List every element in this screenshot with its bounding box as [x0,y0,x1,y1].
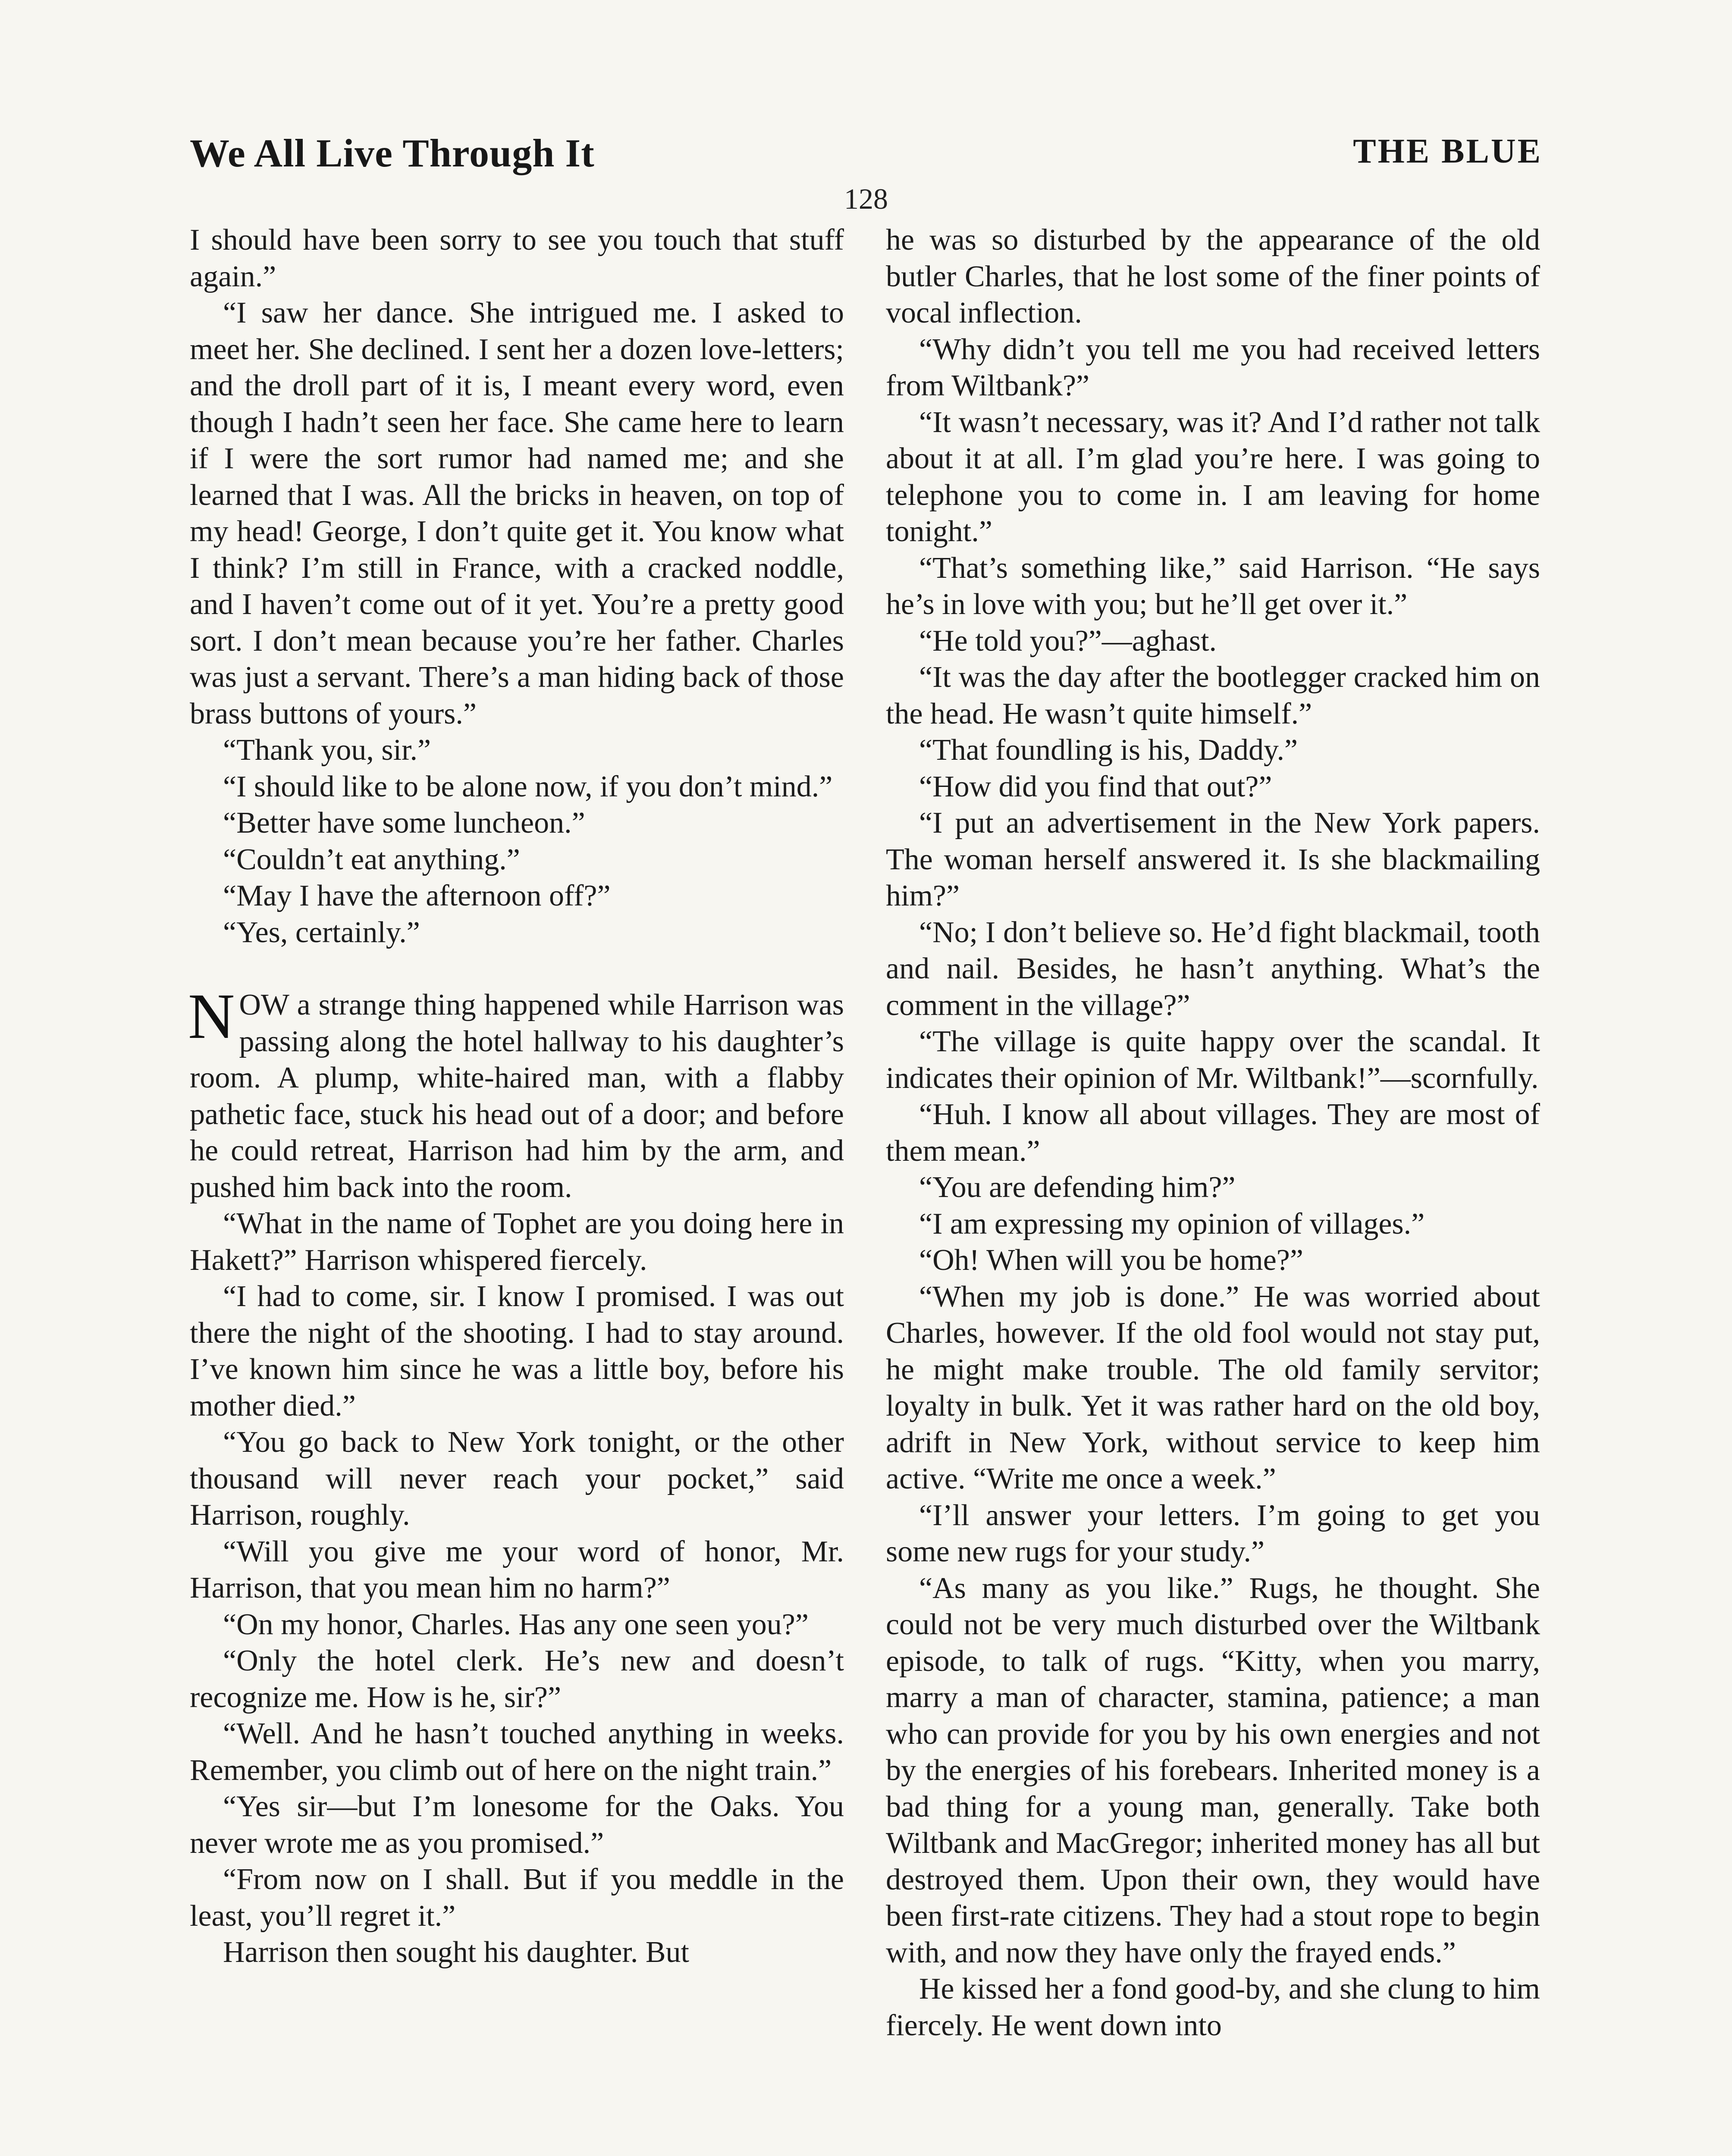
paragraph: “I am expressing my opinion of villages.” [919,1207,1425,1241]
story-title: We All Live Through It [190,131,595,175]
paragraph: “How did you find that out?” [919,770,1272,803]
paragraph: “That foundling is his, Daddy.” [919,733,1298,767]
paragraph: “Will you give me your word of honor, Mr. Harrison, that you mean him no harm?” [190,1535,844,1604]
paragraph: “From now on I shall. But if you meddle in the least, you’ll regret it.” [190,1863,844,1933]
paragraph: Harrison then sought his daughter. But [223,1936,690,1969]
paragraph: “Only the hotel clerk. He’s new and doesn’t recognize me. How is he, sir?” [190,1644,844,1714]
page-number: 128 [844,182,888,215]
paragraph: “Huh. I know all about villages. They are most of them mean.” [886,1098,1540,1168]
paragraph: “I put an advertisement in the New York papers. The woman herself answered it. Is she blackmailing him?” [886,806,1540,912]
paragraph: “When my job is done.” He was worried about Charles, however. If the old fool would not stay put, he might make trouble. The old family servitor; loyalty in bulk. Yet it was rather hard on the old boy, adrift in New York, without service to keep him active. “Write me once a week.” [886,1280,1540,1495]
section-opening-paragraph [188,981,844,1206]
paragraph: “Thank you, sir.” [223,733,431,767]
paragraph: “I’ll answer your letters. I’m going to get you some new rugs for your study.” [886,1498,1540,1568]
right-column [886,222,1540,2044]
paragraph: “You go back to New York tonight, or the other thousand will never reach your pocket,” said Harrison, roughly. [190,1426,844,1532]
paragraph: “It was the day after the bootlegger cracked him on the head. He wasn’t quite himself.” [886,661,1540,730]
paragraph: “The village is quite happy over the scandal. It indicates their opinion of Mr. Wiltbank!”—scornfully. [886,1025,1540,1095]
left-column [190,222,844,1971]
paragraph: I should have been sorry to see you touch that stuff again.” [190,223,844,293]
paragraph: “Yes, certainly.” [223,915,420,949]
paragraph: “You are defending him?” [919,1171,1236,1204]
paragraph: “May I have the afternoon off?” [223,879,611,912]
paragraph: He kissed her a fond good-by, and she clung to him fiercely. He went down into [886,1972,1540,2042]
drop-cap: N [188,981,235,1052]
paragraph: “Oh! When will you be home?” [919,1244,1303,1277]
paragraph: “As many as you like.” Rugs, he thought. She could not be very much disturbed over the Wiltbank episode, to talk of rugs. “Kitty, when you marry, marry a man of character, stamina, patience; a man who can provide for you by his own energies and not by the energies of his forebears. Inherited money is a bad thing for a young man, generally. Take both Wiltbank and MacGregor; inherited money has all but destroyed them. Upon their own, they would have been first-rate citizens. They had a stout rope to begin with, and now they have only the frayed ends.” [886,1571,1540,1969]
paragraph: he was so disturbed by the appearance of the old butler Charles, that he lost some of the finer points of vocal inflection. [886,223,1540,329]
paragraph: “I should like to be alone now, if you don’t mind.” [223,770,833,803]
paragraph: “He told you?”—aghast. [919,624,1217,658]
paragraph: “Well. And he hasn’t touched anything in weeks. Remember, you climb out of here on the night train.” [190,1717,844,1787]
paragraph: “Better have some luncheon.” [223,806,585,840]
paragraph: “I had to come, sir. I know I promised. I was out there the night of the shooting. I had to stay around. I’ve known him since he was a little boy, before his mother died.” [190,1280,844,1423]
paragraph: “No; I don’t believe so. He’d fight blackmail, tooth and nail. Besides, he hasn’t anything. What’s the comment in the village?” [886,915,1540,1022]
paragraph: “Why didn’t you tell me you had received letters from Wiltbank?” [886,332,1540,402]
magazine-name: THE BLUE [1353,132,1542,170]
paragraph: “I saw her dance. She intrigued me. I asked to meet her. She declined. I sent her a dozen love-letters; and the droll part of it is, I meant every word, even though I hadn’t seen her face. She came here to learn if I were the sort rumor had named me; and she learned that I was. All the bricks in heaven, on top of my head! George, I don’t quite get it. You know what I think? I’m still in France, with a cracked noddle, and I haven’t come out of it yet. You’re a pretty good sort. I don’t mean because you’re her father. Charles was just a servant. There’s a man hiding back of those brass buttons of yours.” [190,296,844,730]
paragraph: “On my honor, Charles. Has any one seen you?” [223,1608,809,1641]
paragraph: “Yes sir—but I’m lonesome for the Oaks. You never wrote me as you promised.” [190,1790,844,1860]
paragraph: “It wasn’t necessary, was it? And I’d rather not talk about it at all. I’m glad you’re here. I was going to telephone you to come in. I am leaving for home tonight.” [886,405,1540,548]
paragraph-text: OW a strange thing happened while Harrison was passing along the hotel hallway to his daughter’s room. A plump, white-haired man, with a flabby pathetic face, stuck his head out of a door; and before he could retreat, Harrison had him by the arm, and pushed him back into the room. [190,988,844,1204]
paragraph: “What in the name of Tophet are you doing here in Hakett?” Harrison whispered fiercely. [190,1207,844,1277]
paragraph: “That’s something like,” said Harrison. “He says he’s in love with you; but he’ll get over it.” [886,551,1540,621]
paragraph: “Couldn’t eat anything.” [223,843,520,876]
